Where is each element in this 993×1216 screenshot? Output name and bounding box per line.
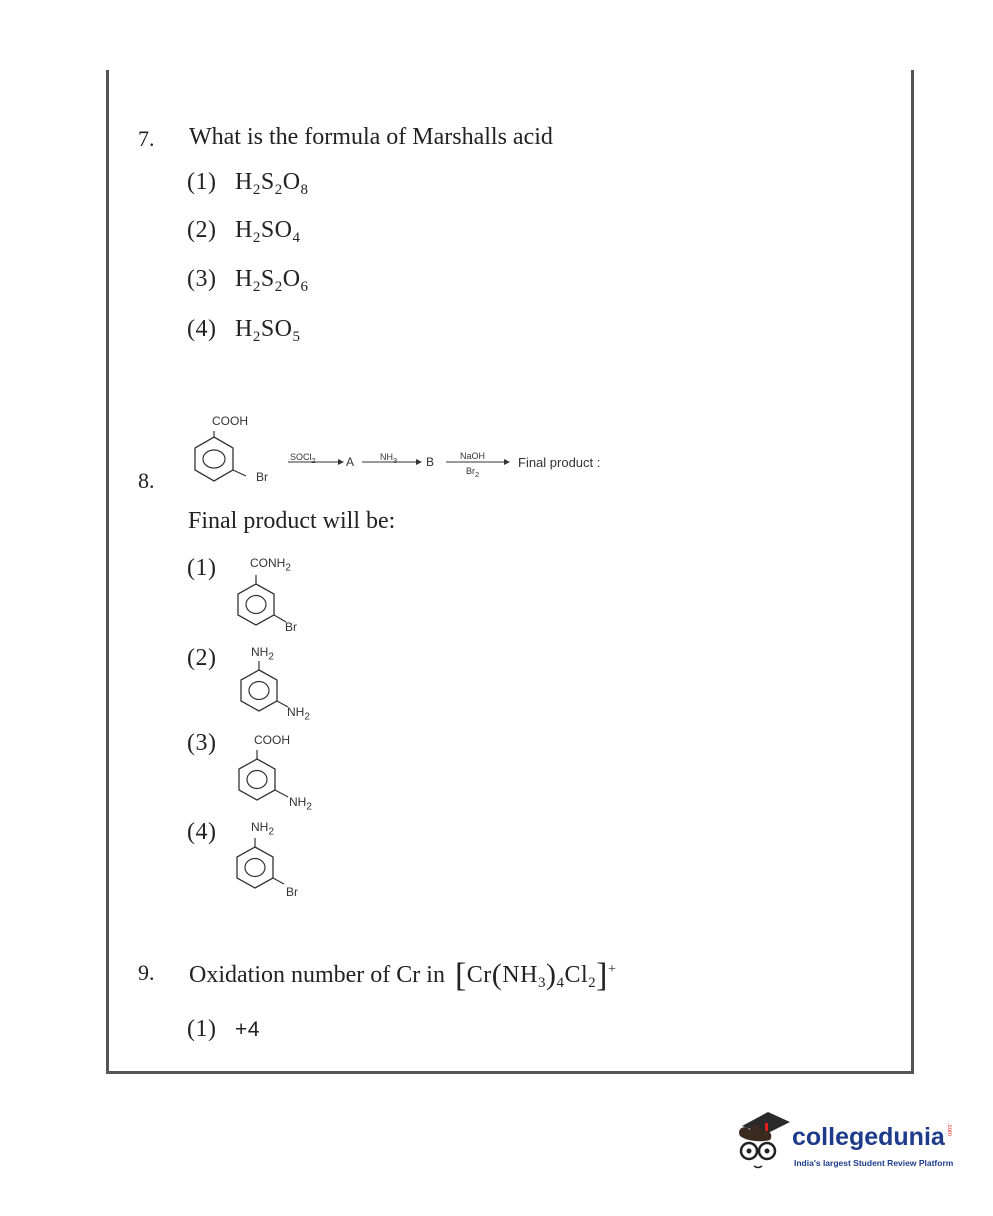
collegedunia-mascot-icon	[732, 1110, 794, 1176]
benzene-ring-icon	[238, 661, 284, 713]
option-label: (1)	[187, 1016, 217, 1042]
brand-logo-wordmark	[792, 1123, 952, 1152]
benzene-ring-icon	[234, 838, 280, 890]
option-label: (4)	[187, 316, 217, 342]
formula: $H_2SO_5$	[234, 316, 301, 345]
q8-option-4-top-group: $NH_2$	[251, 820, 274, 838]
reagent-naoh: NaOH	[460, 451, 486, 461]
q8-option-3-meta-group: $NH_2$	[289, 795, 312, 813]
reactant-top-group: COOH	[212, 414, 248, 428]
reagent-nh3: $NH_3$	[380, 452, 398, 465]
q9-text	[189, 957, 616, 995]
q7-option-2[interactable]	[187, 217, 301, 244]
chromium-complex: $[Cr(NH_3)_4Cl_2]^+$	[454, 957, 617, 994]
q9-number: 9.	[138, 960, 155, 985]
benzene-ring-icon	[236, 750, 282, 802]
formula: $H_2S_2O_6$	[234, 266, 309, 295]
q8-number: 8.	[138, 468, 155, 493]
q8-option-3-top-group: COOH	[254, 733, 290, 747]
benzene-ring-icon	[190, 431, 240, 481]
brand-suffix: .com	[945, 1123, 952, 1137]
arrow-icon	[446, 458, 510, 466]
brand-name: collegedunia	[792, 1123, 945, 1151]
q7-option-1[interactable]	[187, 169, 309, 196]
brand-tagline: India's largest Student Review Platform	[794, 1158, 954, 1168]
reagent-socl2: SOCl$_2$	[290, 452, 316, 465]
q8-option-4-meta-group: Br	[286, 885, 298, 899]
q7-option-4[interactable]	[187, 316, 301, 343]
benzene-ring-icon	[235, 575, 281, 627]
reactant-meta-group: Br	[256, 470, 268, 484]
intermediate-a: A	[346, 455, 355, 469]
q8-option-4-label[interactable]: (4)	[187, 819, 217, 845]
reagent-br2: $Br_2$	[466, 466, 480, 479]
q8-option-1-label[interactable]: (1)	[187, 555, 217, 581]
q8-prompt: Final product will be:	[188, 508, 396, 534]
q8-option-1-meta-group: Br	[285, 620, 297, 634]
q8-option-1-top-group: $CONH_2$	[250, 556, 291, 574]
final-product-label: Final product :	[518, 455, 601, 470]
option-value: +4	[234, 1018, 260, 1041]
option-label: (3)	[187, 266, 217, 292]
arrow-icon	[362, 458, 422, 466]
formula: $H_2SO_4$	[234, 217, 301, 246]
q8-option-2-label[interactable]: (2)	[187, 645, 217, 671]
option-label: (1)	[187, 169, 217, 195]
q7-number: 7.	[138, 126, 155, 151]
q9-option-1[interactable]	[187, 1016, 260, 1043]
formula: $H_2S_2O_8$	[234, 169, 309, 198]
q7-text: What is the formula of Marshalls acid	[189, 124, 553, 150]
q9-text-label: Oxidation number of Cr in	[189, 962, 445, 988]
q7-option-3[interactable]	[187, 266, 309, 293]
option-label: (2)	[187, 217, 217, 243]
intermediate-b: B	[426, 455, 435, 469]
q8-option-2-top-group: $NH_2$	[251, 645, 274, 663]
q8-option-3-label[interactable]: (3)	[187, 730, 217, 756]
q8-option-2-meta-group: $NH_2$	[287, 705, 310, 723]
arrow-icon	[288, 458, 344, 466]
